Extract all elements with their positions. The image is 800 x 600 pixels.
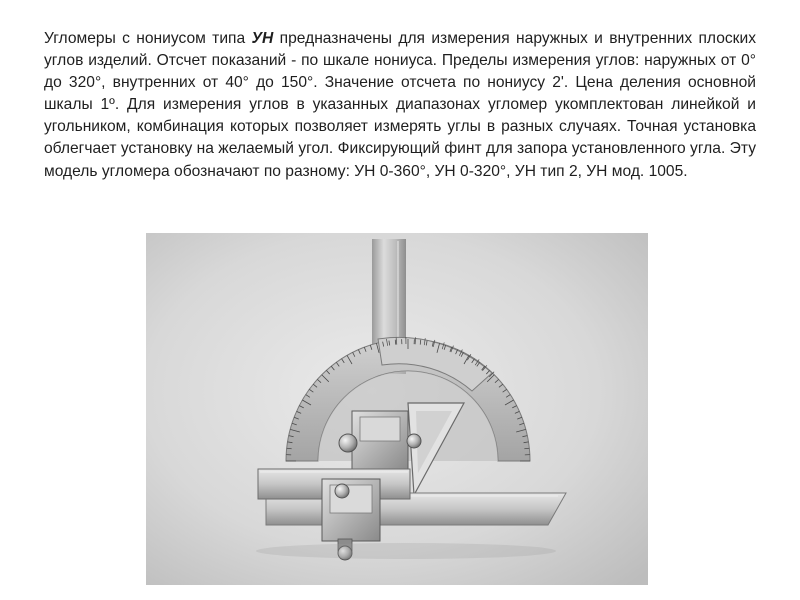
description-intro: Угломеры с нониусом типа (44, 30, 252, 47)
description-paragraph (44, 28, 756, 183)
scale-tick (524, 448, 529, 449)
adjust-screw (407, 434, 421, 448)
clamp-screw-top (335, 484, 349, 498)
scale-tick (420, 340, 421, 345)
model-type-label: УН (251, 30, 274, 47)
scale-tick (395, 340, 396, 345)
scale-tick (287, 448, 292, 449)
protractor-photo (146, 233, 648, 585)
fixing-screw (339, 434, 357, 452)
description-body: предназначены для измерения наружных и внутренних плоских углов изделий. Отсчет показаний - по шкале нониуса. Пределы измерения углов: наружных от 0° до 320°, внутренних от 40° до 150°. Значение отсчета по нониусу 2'. Цена деления основной шкалы 1º. Для измерения углов в указанных диапазонах угломер укомплектован линейкой и угольником, комбинация которых позволяет измерять углы в разных случаях. Точная установка облегчает установку на желаемый угол. Фиксирующий финт для запора установленного угла. Эту модель угломера обозначают по разному: УН 0-360°, УН 0-320°, УН тип 2, УН мод. 1005. (44, 30, 756, 180)
